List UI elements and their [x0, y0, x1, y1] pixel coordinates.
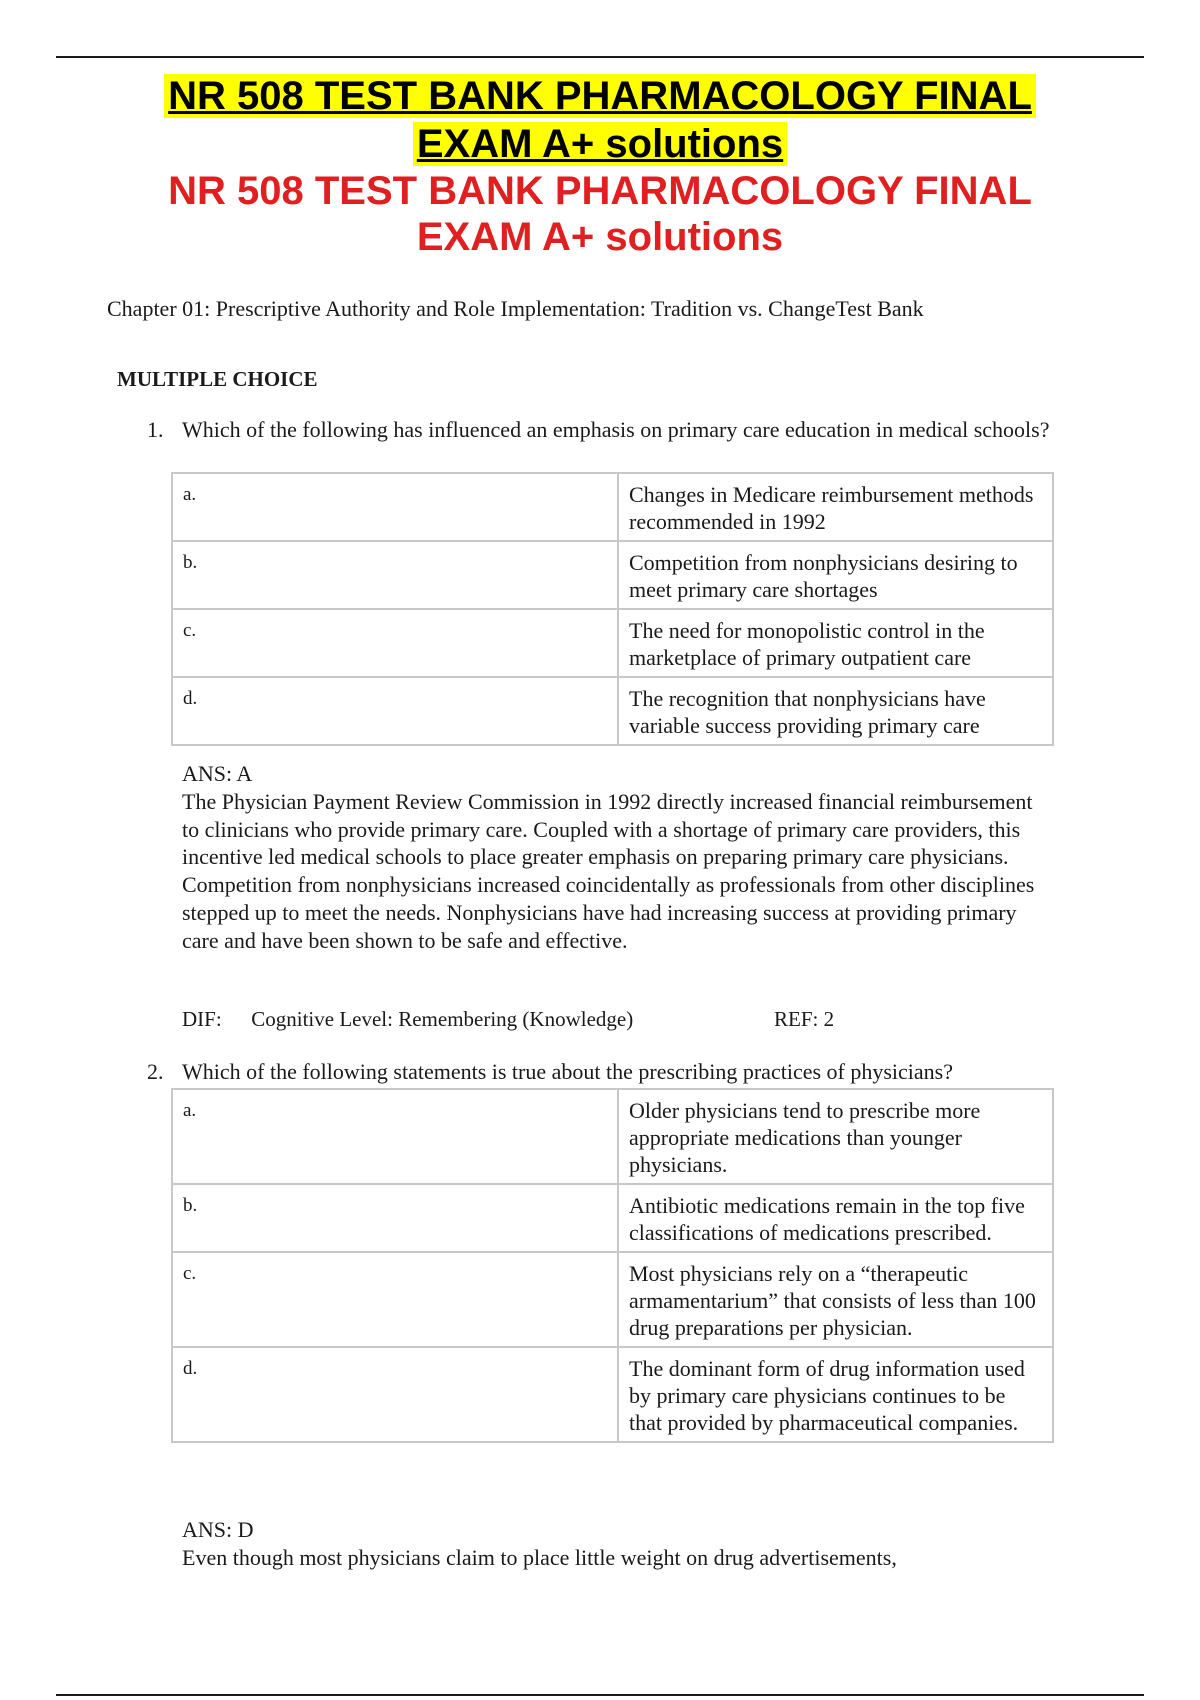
answer-key: ANS: D [182, 1517, 254, 1542]
answer-rationale: Even though most physicians claim to place little weight on drug advertisements, [182, 1544, 897, 1570]
choice-text: Antibiotic medications remain in the top five classifications of medications prescribed. [618, 1184, 1053, 1252]
question-number: 1. [147, 417, 164, 442]
choices-table-1 [171, 472, 1054, 746]
choice-text: Changes in Medicare reimbursement methods recommended in 1992 [618, 473, 1053, 541]
choice-letter: d. [172, 1347, 618, 1442]
answer-rationale: The Physician Payment Review Commission in 1992 directly increased financial reimbursement to clinicians who provide primary care. Coupled with a shortage of primary care providers, this incentive led medical schools to place greater emphasis on preparing primary care physicians. Competition from nonphysicians increased coincidentally as professionals from other disciplines stepped up to meet the needs. Nonphysicians have had increasing success at providing primary care and have been shown to be safe and effective. [182, 788, 1035, 953]
choice-letter: c. [172, 1252, 618, 1347]
question-number: 2. [147, 1059, 164, 1084]
choice-letter: b. [172, 541, 618, 609]
ref-value: REF: 2 [774, 1007, 835, 1031]
question-stem: Which of the following has influenced an emphasis on primary care education in medical schools? [182, 417, 1050, 442]
choice-letter: b. [172, 1184, 618, 1252]
question-2 [147, 1058, 1067, 1085]
choice-row [172, 609, 1053, 677]
choice-row [172, 541, 1053, 609]
choices-table-2 [171, 1088, 1054, 1443]
highlighted-title-line-2: EXAM A+ solutions [413, 122, 787, 166]
answer-block-2 [182, 1516, 1042, 1572]
question-1 [147, 416, 1067, 443]
choice-letter: c. [172, 609, 618, 677]
choice-letter: a. [172, 473, 618, 541]
choice-letter: a. [172, 1089, 618, 1184]
dif-label: DIF: [182, 1007, 222, 1031]
choice-text: Most physicians rely on a “therapeutic armamentarium” that consists of less than 100 drug preparations per physician. [618, 1252, 1053, 1347]
choice-text: The dominant form of drug information used by primary care physicians continues to be that provided by pharmaceutical companies. [618, 1347, 1053, 1442]
choice-text: Older physicians tend to prescribe more appropriate medications than younger physicians. [618, 1089, 1053, 1184]
red-title [0, 168, 1200, 260]
document-title [0, 72, 1200, 260]
highlighted-title-line-1: NR 508 TEST BANK PHARMACOLOGY FINAL [164, 74, 1036, 118]
choice-row [172, 1089, 1053, 1184]
question-metadata [182, 1006, 1042, 1032]
question-stem: Which of the following statements is true about the prescribing practices of physicians? [182, 1059, 953, 1084]
choice-row [172, 1347, 1053, 1442]
red-title-line-2: EXAM A+ solutions [416, 215, 784, 259]
bottom-rule [56, 1694, 1144, 1696]
choice-row [172, 677, 1053, 745]
choice-row [172, 1252, 1053, 1347]
choice-letter: d. [172, 677, 618, 745]
choice-text: The need for monopolistic control in the marketplace of primary outpatient care [618, 609, 1053, 677]
red-title-line-1: NR 508 TEST BANK PHARMACOLOGY FINAL [168, 169, 1032, 213]
choice-text: Competition from nonphysicians desiring to meet primary care shortages [618, 541, 1053, 609]
dif-value: Cognitive Level: Remembering (Knowledge) [251, 1007, 634, 1031]
choice-text: The recognition that nonphysicians have variable success providing primary care [618, 677, 1053, 745]
answer-block-1 [182, 760, 1042, 955]
top-rule [56, 56, 1144, 58]
choice-row [172, 473, 1053, 541]
answer-key: ANS: A [182, 761, 253, 786]
section-heading: MULTIPLE CHOICE [117, 367, 318, 391]
highlighted-title [0, 72, 1200, 168]
chapter-heading: Chapter 01: Prescriptive Authority and Role Implementation: Tradition vs. ChangeTest Bank [107, 296, 924, 321]
choice-row [172, 1184, 1053, 1252]
